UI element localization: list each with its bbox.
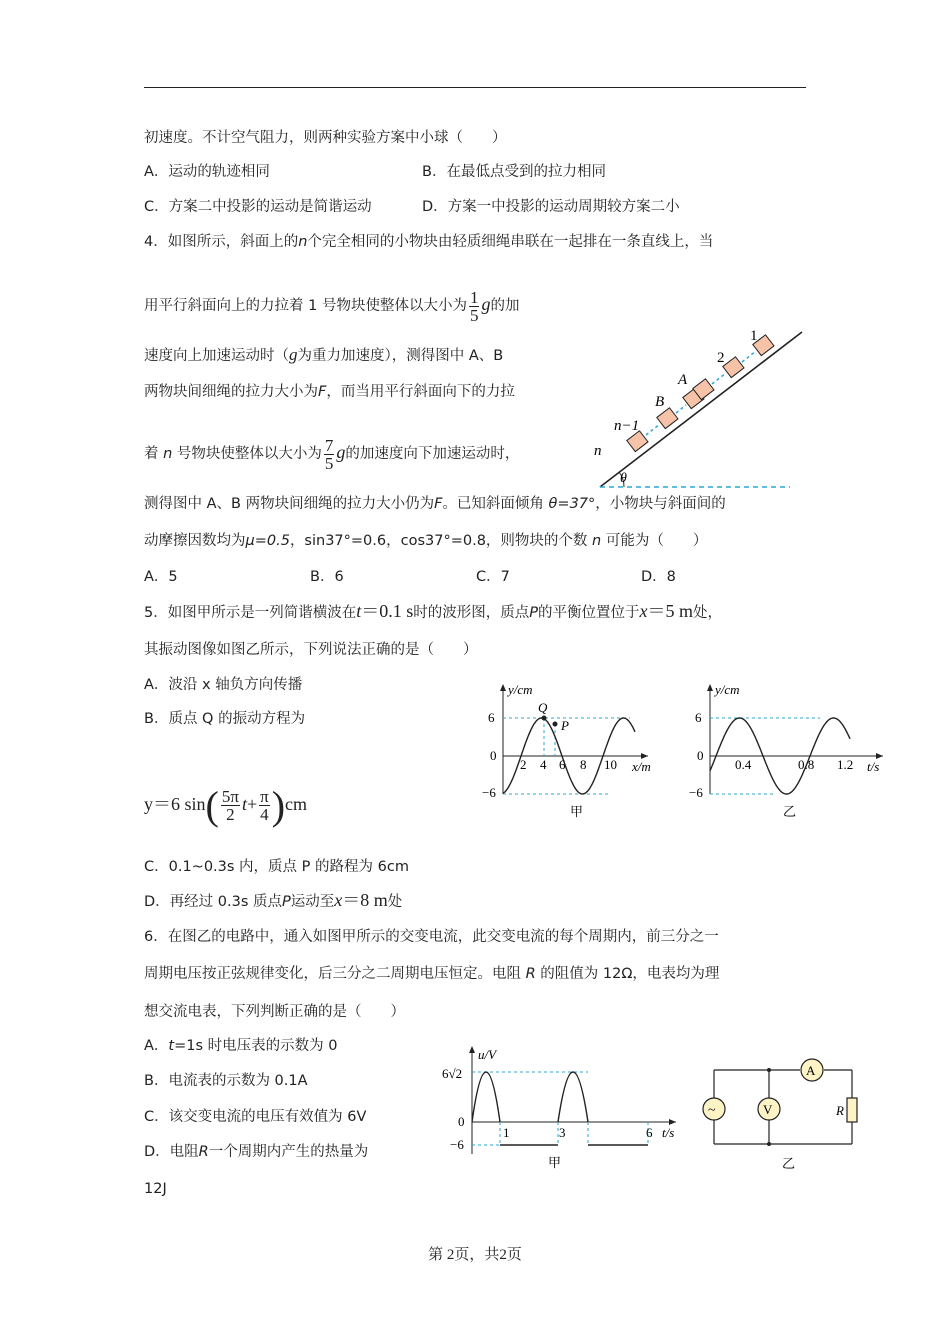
y-tick-neg6: −6 xyxy=(482,785,496,800)
t-tick: 0.4 xyxy=(735,757,752,772)
q3-option-d: D．方案一中投影的运动周期较方案二小 xyxy=(422,199,680,215)
x-tick: 8 xyxy=(580,757,587,772)
x-tick: 4 xyxy=(540,757,547,772)
t-tick: 3 xyxy=(559,1125,566,1140)
label-a: A xyxy=(678,372,688,388)
point-p xyxy=(553,722,558,727)
q6-option-d: D．电阻R一个周期内产生的热量为 xyxy=(144,1144,369,1160)
rope-dashed xyxy=(676,405,686,413)
q6-option-b: B．电流表的示数为 0.1A xyxy=(144,1073,308,1089)
t-tick: 0.8 xyxy=(798,757,815,772)
ammeter-label: A xyxy=(806,1063,816,1078)
q6-line3: 想交流电表，下列判断正确的是（ ） xyxy=(144,1004,405,1020)
label-n: n xyxy=(594,443,602,459)
q4-line1: 4．如图所示，斜面上的n个完全相同的小物块由轻质细绳串联在一起排在一条直线上，当 xyxy=(144,234,714,250)
q3-stem-end: 初速度。不计空气阻力，则两种实验方案中小球（ ） xyxy=(144,130,507,146)
q4-line6: 测得图中 A、B 两物块间细绳的拉力大小仍为F。已知斜面倾角 θ=37°，小物块与斜面间的 xyxy=(144,496,726,512)
incline-figure xyxy=(580,320,810,495)
y-tick-0: 0 xyxy=(697,748,704,763)
q4-option-b: B．6 xyxy=(310,569,344,585)
rope-dashed xyxy=(712,373,726,384)
ac-source-symbol: ~ xyxy=(708,1103,716,1118)
caption-jia: 甲 xyxy=(548,1155,562,1170)
caption-yi: 乙 xyxy=(783,804,797,819)
x-tick: 6 xyxy=(559,757,566,772)
page-footer: 第 2页，共2页 xyxy=(428,1247,522,1263)
label-p: P xyxy=(561,718,569,733)
wave-graph-jia xyxy=(478,676,668,824)
block-2 xyxy=(723,357,744,378)
q6-option-c: C．该交变电流的电压有效值为 6V xyxy=(144,1109,367,1125)
q4-option-a: A．5 xyxy=(144,569,178,585)
y-tick-neg6: −6 xyxy=(689,785,703,800)
q4-line3: 速度向上加速运动时（g为重力加速度），测得图中 A、B xyxy=(144,345,504,364)
y-tick-6: 6 xyxy=(488,710,495,725)
q5-option-a: A．波沿 x 轴负方向传播 xyxy=(144,677,303,693)
incline-surface xyxy=(600,332,802,487)
label-n-minus-1: n−1 xyxy=(614,418,640,434)
t-tick: 1 xyxy=(503,1125,510,1140)
t-tick: 1.2 xyxy=(837,757,854,772)
y-tick-0: 0 xyxy=(458,1114,465,1129)
x-axis-label: t/s xyxy=(662,1125,675,1140)
point-q xyxy=(542,716,547,721)
caption-jia: 甲 xyxy=(570,804,584,819)
q3-option-b: B．在最低点受到的拉力相同 xyxy=(422,164,606,180)
q4-line5: 着 n 号物块使整体以大小为 $\frac{7}{5}$ g的加速度向下加速运动时， xyxy=(144,435,520,473)
q5-option-b: B．质点 Q 的振动方程为 xyxy=(144,711,306,727)
label-2: 2 xyxy=(717,350,725,366)
q4-line2: 用平行斜面向上的力拉着 1 号物块使整体以大小为 $\frac{1}{5}$ g的加 xyxy=(144,287,520,325)
x-axis-label: x/m xyxy=(632,759,651,774)
theta-label: θ xyxy=(620,471,627,486)
caption-yi: 乙 xyxy=(782,1156,796,1171)
label-q: Q xyxy=(538,700,548,715)
fraction-seven-fifths: $\frac{7}{5}$ xyxy=(324,435,334,473)
y-axis-label: u/V xyxy=(478,1047,497,1062)
y-tick-6: 6 xyxy=(695,710,702,725)
t-tick: 6 xyxy=(646,1125,653,1140)
rope-dashed xyxy=(742,351,756,362)
block-n-minus-1 xyxy=(657,408,678,429)
q5-line2: 其振动图像如图乙所示，下列说法正确的是（ ） xyxy=(144,642,478,658)
rope-dashed xyxy=(646,424,660,435)
t-value: ＝0.1 s xyxy=(361,601,414,621)
fraction-one-fifth: $\frac{1}{5}$ xyxy=(469,287,479,325)
q4-option-d: D．8 xyxy=(641,569,676,585)
q5-equation: y＝6 sin( $\frac{5\pi}{2}$ t+ $\frac{\pi}{4}$ )cm xyxy=(144,782,308,828)
vibration-graph-yi xyxy=(685,676,895,824)
x-tick: 2 xyxy=(520,757,527,772)
q6-line1: 6．在图乙的电路中，通入如图甲所示的交变电流，此交变电流的每个周期内，前三分之一 xyxy=(144,929,719,945)
resistor-label: R xyxy=(836,1103,844,1118)
q6-option-a: A．t=1s 时电压表的示数为 0 xyxy=(144,1038,338,1054)
q4-line4: 两物块间细绳的拉力大小为F，而当用平行斜面向下的力拉 xyxy=(144,384,515,400)
resistor xyxy=(847,1098,857,1122)
q3-option-c: C．方案二中投影的运动是简谐运动 xyxy=(144,199,372,215)
sine-hump xyxy=(558,1072,588,1122)
q5-option-c: C．0.1~0.3s 内，质点 P 的路程为 6cm xyxy=(144,859,409,875)
q4-line7: 动摩擦因数均为μ=0.5，sin37°=0.6，cos37°=0.8，则物块的个数 n 可能为（ ） xyxy=(144,533,708,549)
q5-line1: 5．如图甲所示是一列简谐横波在t＝0.1 s时的波形图，质点P的平衡位置位于x＝5 m处， xyxy=(144,601,723,621)
q6-line2: 周期电压按正弦规律变化，后三分之二周期电压恒定。电阻 R 的阻值为 12Ω，电表均为理 xyxy=(144,966,720,982)
y-axis-label: y/cm xyxy=(715,682,740,697)
x-tick: 10 xyxy=(604,757,617,772)
voltage-graph-jia xyxy=(440,1042,690,1172)
label-1: 1 xyxy=(750,328,758,344)
y-tick-top: 6√2 xyxy=(442,1066,463,1081)
label-b: B xyxy=(655,394,665,410)
q6-option-d-end: 12J xyxy=(144,1181,167,1197)
voltmeter-label: V xyxy=(763,1102,773,1117)
header-rule xyxy=(144,87,806,88)
circuit-diagram-yi xyxy=(700,1052,865,1172)
y-tick-0: 0 xyxy=(490,748,497,763)
q4-option-c: C．7 xyxy=(476,569,510,585)
y-tick-neg6: −6 xyxy=(450,1137,464,1152)
sine-hump xyxy=(472,1072,500,1122)
q5-option-d: D．再经过 0.3s 质点P运动至x＝8 m处 xyxy=(144,890,403,910)
y-axis-label: y/cm xyxy=(508,682,533,697)
x-axis-label: t/s xyxy=(867,759,880,774)
q3-option-a: A．运动的轨迹相同 xyxy=(144,164,270,180)
